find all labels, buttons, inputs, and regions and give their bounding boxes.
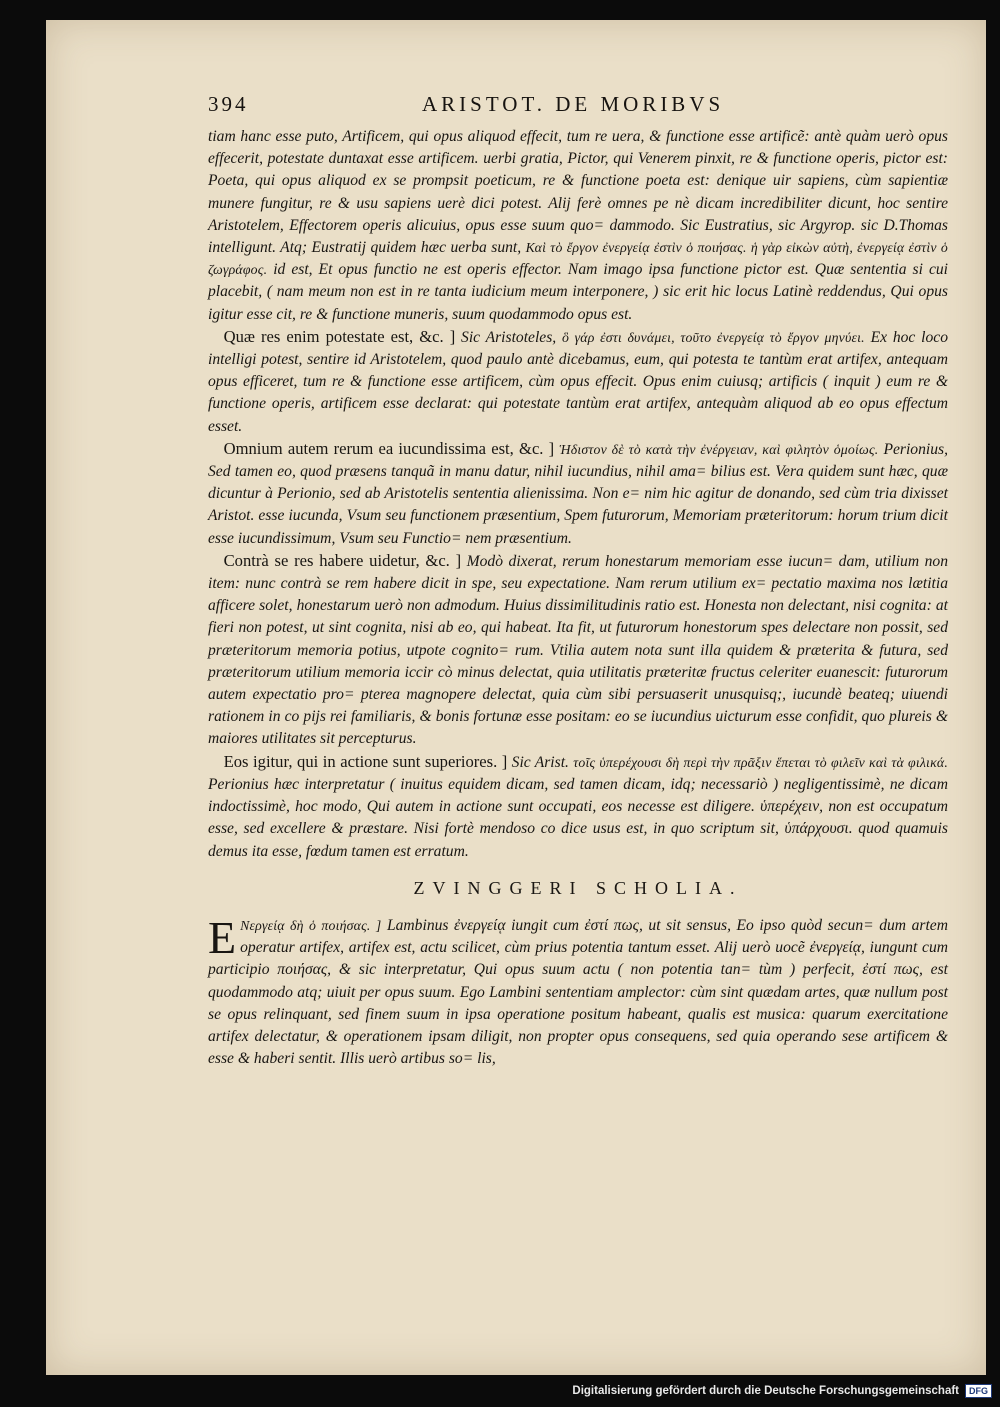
greek-quotation: Ἡδιστον δὲ τὸ κατὰ τὴν ἐνέργειαν, καὶ φιλητὸν ὁμοίως. [559,441,879,457]
dfg-logo: DFG [965,1384,992,1398]
lemma: Eos igitur, qui in actione sunt superiores. ] [223,751,508,771]
lemma: Omnium autem rerum ea iucundissima est, &c. ] [223,438,555,458]
credit-text: Digitalisierung gefördert durch die Deutsche Forschungsgemeinschaft [572,1385,959,1397]
paragraph: Contrà se res habere uidetur, &c. ] Modò dixerat, rerum honestarum memoriam esse iucun= dam, utilium non item: nunc contrà se rem habere dicit in spe, seu expectatione. Nam rerum utilium ex= pectatio maxima nos lætitia afficere solet, honestarum uerò non admodum. Huius dissimilitudinis ratio est. Honesta non delectant, nisi cognita: at fieri non potest, ut sint cognita, nisi ab eo, qui habeat. Ita fit, ut futurorum honestorum spes delectare non possit, sed præteritorum memoria potius, utpote cognito= rum. Vtilia autem nota sunt illa quidem & præterita & futura, sed præteritorum utilium memoria iccir cò minus delectat, quia utilitatis præteritæ fructus celeriter euanescit: futurorum autem expectatio pro= pterea magnopere delectat, quia cùm sibi persuaserit unusquisq;, iucundè beateq; uiuendi rationem in co pijs rei familiaris, & bonis fortunæ esse positam: eo se iucundius uicturum esse confidit, quo plureis & maiores utilitates sit percepturus. [208,550,948,748]
greek-quotation: ὃ γάρ ἐστι δυνάμει, τοῦτο ἐνεργείᾳ τὸ ἔργον μηνύει. [562,329,865,345]
greek-quotation: τοῖς ὑπερέχουσι δὴ περὶ τὴν πρᾶξιν ἕπεται τὸ φιλεῖν καὶ τὰ φιλικά. [573,754,949,770]
running-head: ARISTOT. DE MORIBVS [422,92,725,116]
paragraph: tiam hanc esse puto, Artificem, qui opus aliquod effecit, tum re uera, & functione esse artificẽ: antè quàm uerò opus effecerit, potestate duntaxat esse artificem. uerbi gratia, Pictor, qui Venerem pinxit, re & functione operis, pictor est: Poeta, qui opus aliquod ex se prompsit poeticum, re & functione poeta est: denique uir sapiens, cùm sapientiæ munere fungitur, re & usu sapiens uerè dici potest. Alij ferè omnes pe nè dicam incredibiliter dicunt, hoc sentire Aristotelem, Effectorem operis alicuius, opus esse suum quo= dammodo. Sic Eustratius, sic Argyrop. sic D.Thomas intelligunt. Atq; Eustratij quidem hæc uerba sunt, Καὶ τὸ ἔργον ἐνεργείᾳ ἐστὶν ὁ ποιήσας. ἡ γὰρ εἰκὼν αὐτὴ, ἐνεργείᾳ ἐστὶν ὁ ζωγράφος. id est, Et opus functio ne est operis effector. Nam imago ipsa functione pictor est. Quæ sententia si cui placebit, ( nam meum non est in re tanta iudicium meum interponere, ) sic erit hic locus Latinè reddendus, Qui opus igitur esse cit, re & functione muneris, suum quodammodo opus est. [208,128,948,323]
scholia-heading: ZVINGGERI SCHOLIA. [413,877,743,898]
main-text [208,126,948,1070]
paragraph: Quæ res enim potestate est, &c. ] Sic Aristoteles, ὃ γάρ ἐστι δυνάμει, τοῦτο ἐνεργείᾳ τὸ ἔργον μηνύει. Ex hoc loco intelligi potest, sentire id Aristotelem, quod paulo antè dicebamus, eum, qui potesta te tantùm erat artifex, antequam opus efficeret, tum re & functione esse artificem, cùm opus effecit. Opus enim cuiusq; artificis ( inquit ) eum re & functione operis, artificem esse declarat: qui potestate tantùm erat artifex, antequàm aliquod ab eo opus effectum esset. [208,326,948,435]
digitization-credit [572,1381,992,1401]
scholia-paragraph: E Νεργείᾳ δὴ ὁ ποιήσας. ] Lambinus ἐνεργείᾳ iungit cum ἐστί πως, ut sit sensus, Eo ipso quòd secun= dum artem operatur artifex, artifex est, actu scilicet, cùm prius potentia tantum esset. Alij uerò uocẽ ἐνεργείᾳ, iungunt cum participio ποιήσας, & sic interpretatur, Qui opus suum actu ( non potentia tan= tùm ) perfecit, ἐστί πως, est quodammodo atq; uiuit per opus suum. Ego Lambini sententiam amplector: cùm sint quædam artes, quæ nullum post se opus relinquant, sed finem suum in ipsa operatione positum habeant, qualis est musica: quarum exercitatione artifex delectatur, & operationem ipsam diligit, non propter opus consequens, sed quia operando sese artificem & esse & haberi sentit. Illis uerò artibus so= lis, [208,911,948,1068]
initial-letter: E [208,911,237,963]
page-number: 394 [208,92,249,116]
paragraph: Eos igitur, qui in actione sunt superiores. ] Sic Arist. τοῖς ὑπερέχουσι δὴ περὶ τὴν πρᾶξιν ἕπεται τὸ φιλεῖν καὶ τὰ φιλικά. Perionius hæc interpretatur ( inuitus equidem dicam, sed tamen dicam, idq; necessariò ) negligentissimè, ne dicam indoctissimè, hoc modo, Qui autem in actione sunt occupati, eos necesse est diligere. ὑπερέχειν, non est occupatum esse, sed excellere & præstare. Nisi fortè mendoso co dice usus est, in quo scriptum sit, ὑπάρχουσι. quod quamuis demus ita esse, fœdum tamen est erratum. [208,751,949,860]
paragraph: Omnium autem rerum ea iucundissima est, &c. ] Ἡδιστον δὲ τὸ κατὰ τὴν ἐνέργειαν, καὶ φιλητὸν ὁμοίως. Perionius, Sed tamen eo, quod præsens tanquã in manu datur, nihil iucundius, nihil ama= bilius est. Vera quidem sunt hæc, quæ dicuntur à Perionio, sed ab Aristotelis sententia alienissima. Non e= nim hic agitur de donando, sed cùm tria dixisset Aristot. esse iucunda, Vsum seu functionem præsentium, Spem futurorum, Memoriam præteritorum: horum trium dicit esse iucundissimum, Vsum seu Functio= nem præsentium. [208,438,948,547]
greek-lemma: Νεργείᾳ δὴ ὁ ποιήσας. ] [240,917,382,933]
lemma: Quæ res enim potestate est, &c. ] [223,326,456,346]
lemma: Contrà se res habere uidetur, &c. ] [223,550,462,570]
greek-quotation: Καὶ τὸ ἔργον ἐνεργείᾳ ἐστὶν ὁ ποιήσας. ἡ γὰρ εἰκὼν αὐτὴ, ἐνεργείᾳ ἐστὶν ὁ ζωγράφος. [208,240,948,278]
